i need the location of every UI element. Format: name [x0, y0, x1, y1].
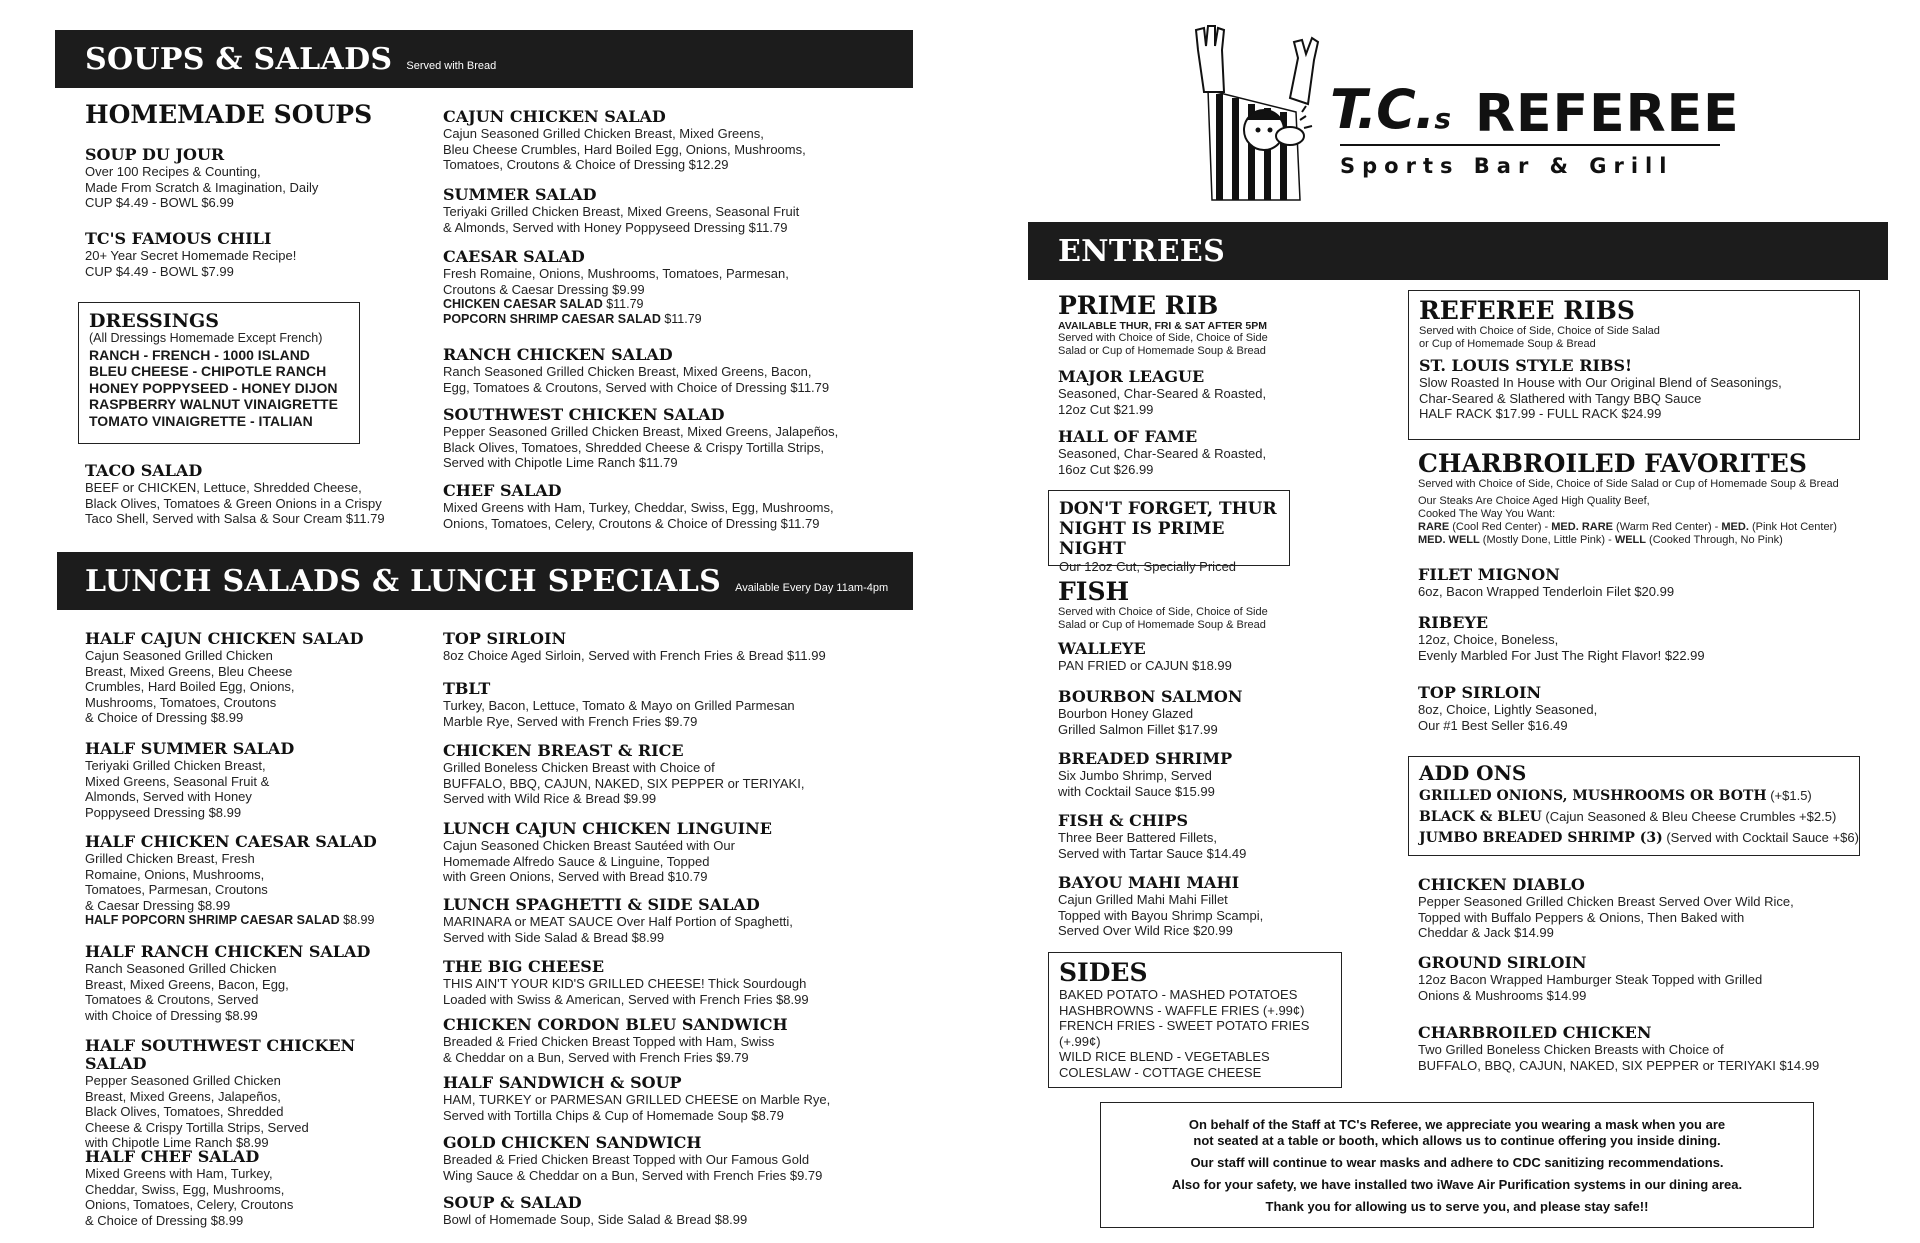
menu-item-cajun-chicken-salad — [443, 108, 893, 173]
item-desc: Breaded & Fried Chicken Breast Topped with Ham, Swiss & Cheddar on a Bun, Served with French Fries $9.79 — [443, 1034, 775, 1065]
item-name: TACO SALAD — [85, 461, 203, 480]
item-name: HALF RANCH CHICKEN SALAD — [85, 942, 371, 961]
item-name: SOUP & SALAD — [443, 1193, 582, 1212]
menu-item-prime-rib — [1058, 292, 1388, 358]
menu-item-half-caesar — [85, 833, 405, 928]
entrees-header — [1028, 222, 1888, 280]
add-on-line — [1419, 785, 1859, 806]
menu-item-half-summer — [85, 740, 385, 820]
item-desc: Over 100 Recipes & Counting, Made From Scratch & Imagination, Daily CUP $4.49 - BOWL $6.99 — [85, 164, 319, 210]
prime-night-desc: Our 12oz Cut, Specially Priced — [1059, 559, 1237, 574]
menu-item-ground-sirloin — [1418, 954, 1878, 1003]
item-name: FISH & CHIPS — [1058, 811, 1189, 830]
menu-item-half-chef — [85, 1148, 385, 1228]
item-name: HALF SUMMER SALAD — [85, 739, 295, 758]
item-desc: 12oz, Choice, Boneless, Evenly Marbled For Just The Right Flavor! $22.99 — [1418, 632, 1705, 663]
charbroiled-title: CHARBROILED FAVORITES — [1418, 449, 1807, 478]
item-name: PRIME RIB — [1058, 291, 1219, 320]
item-name: TC'S FAMOUS CHILI — [85, 229, 272, 248]
add-ons-title: ADD ONS — [1419, 761, 1527, 785]
item-desc: Cajun Seasoned Grilled Chicken Breast, Mixed Greens, Bleu Cheese Crumbles, Hard Boiled Egg, Onions, Mushrooms, Tomatoes, Croutons & Choice of Dressing $8.99 — [85, 648, 295, 725]
doneness-med-desc: (Pink Hot Center) — [1748, 521, 1837, 533]
doneness-med-rare: MED. RARE — [1551, 521, 1613, 533]
menu-item-chicken-rice — [443, 742, 903, 807]
item-desc: Teriyaki Grilled Chicken Breast, Mixed Greens, Seasonal Fruit & Almonds, Served with Honey Poppyseed Dressing $11.79 — [443, 204, 800, 235]
notice-line: On behalf of the Staff at TC's Referee, we appreciate you wearing a mask when you are — [1188, 1117, 1726, 1132]
prime-night-line2: NIGHT IS PRIME NIGHT — [1059, 519, 1225, 559]
menu-item-gold-chicken — [443, 1134, 903, 1183]
referee-mascot-icon — [1190, 20, 1340, 210]
item-desc: Teriyaki Grilled Chicken Breast, Mixed Greens, Seasonal Fruit & Almonds, Served with Honey Poppyseed Dressing $8.99 — [85, 758, 270, 820]
lunch-header — [57, 552, 913, 610]
sides-box — [1048, 952, 1342, 1088]
side-line: COLESLAW - COTTAGE CHEESE — [1059, 1064, 1262, 1080]
extra-price: $11.79 — [602, 297, 644, 311]
menu-item-lunch-top-sirloin — [443, 630, 903, 664]
notice-line: Thank you for allowing us to serve you, and please stay safe!! — [1265, 1199, 1649, 1214]
sides-title: SIDES — [1059, 958, 1148, 987]
add-on-name: GRILLED ONIONS, MUSHROOMS OR BOTH — [1419, 788, 1767, 804]
menu-item-spaghetti — [443, 896, 903, 945]
logo-brand-s: s — [1434, 102, 1450, 135]
item-name: CHICKEN CORDON BLEU SANDWICH — [443, 1015, 788, 1034]
logo-divider — [1340, 144, 1720, 146]
dressing-line: BLEU CHEESE - CHIPOTLE RANCH — [89, 363, 327, 379]
item-name: HALF CHICKEN CAESAR SALAD — [85, 832, 377, 851]
item-name: BOURBON SALMON — [1058, 687, 1243, 706]
menu-item-caesar-salad — [443, 248, 893, 327]
menu-item-bayou — [1058, 874, 1388, 939]
item-desc: Grilled Boneless Chicken Breast with Choice of BUFFALO, BBQ, CAJUN, NAKED, SIX PEPPER or TERIYAKI, Served with Wild Rice & Bread $9.99 — [443, 760, 805, 806]
item-name: LUNCH SPAGHETTI & SIDE SALAD — [443, 895, 760, 914]
item-name: SOUTHWEST CHICKEN SALAD — [443, 405, 725, 424]
extra-label: CHICKEN CAESAR SALAD — [443, 297, 603, 311]
soups-salads-header — [55, 30, 913, 88]
doneness-rare-desc: (Cool Red Center) - — [1449, 521, 1552, 533]
menu-item-soup-salad — [443, 1194, 903, 1228]
menu-item-hall-of-fame — [1058, 428, 1388, 477]
menu-item-breaded-shrimp — [1058, 750, 1388, 799]
referee-ribs-title: REFEREE RIBS — [1419, 296, 1635, 325]
item-desc: Bowl of Homemade Soup, Side Salad & Bread $8.99 — [443, 1212, 748, 1227]
menu-item-half-ranch — [85, 943, 385, 1023]
dressing-line: TOMATO VINAIGRETTE - ITALIAN — [89, 412, 313, 429]
item-desc: Three Beer Battered Fillets, Served with Tartar Sauce $14.49 — [1058, 830, 1247, 861]
item-name: CAJUN CHICKEN SALAD — [443, 107, 666, 126]
menu-item-chili — [85, 230, 415, 279]
safety-notice — [1100, 1102, 1814, 1228]
entrees-title: ENTREES — [1058, 234, 1226, 269]
charbroiled-steaks: Our Steaks Are Choice Aged High Quality Beef, Cooked The Way You Want: — [1418, 495, 1650, 520]
st-louis-title: ST. LOUIS STYLE RIBS! — [1419, 356, 1633, 375]
caesar-extra — [443, 297, 893, 312]
item-desc: Served with Choice of Side, Choice of Side Salad or Cup of Homemade Soup & Bread — [1058, 332, 1268, 357]
extra-price: $8.99 — [339, 913, 375, 927]
menu-item-charbroiled-chicken — [1418, 1024, 1878, 1073]
dressing-line: RANCH - FRENCH - 1000 ISLAND — [89, 346, 310, 363]
side-line: BAKED POTATO - MASHED POTATOES — [1059, 987, 1298, 1002]
add-on-name: JUMBO BREADED SHRIMP (3) — [1419, 830, 1663, 846]
item-name: CHICKEN DIABLO — [1418, 875, 1585, 894]
item-desc: HAM, TURKEY or PARMESAN GRILLED CHEESE on Marble Rye, Served with Tortilla Chips & Cup of Homemade Soup $8.79 — [443, 1092, 831, 1123]
item-desc: 8oz Choice Aged Sirloin, Served with French Fries & Bread $11.99 — [443, 648, 826, 663]
item-name: BREADED SHRIMP — [1058, 749, 1233, 768]
dressing-line: HONEY POPPYSEED - HONEY DIJON — [89, 379, 338, 396]
doneness-med-well-desc: (Mostly Done, Little Pink) - — [1479, 534, 1615, 546]
menu-item-ranch-chicken-salad — [443, 346, 893, 395]
item-desc: Fresh Romaine, Onions, Mushrooms, Tomatoes, Parmesan, Croutons & Caesar Dressing $9.99 — [443, 266, 789, 297]
item-name: THE BIG CHEESE — [443, 957, 605, 976]
logo-tagline: Sports Bar & Grill — [1340, 154, 1674, 178]
logo-brand-tc: T.C. — [1330, 78, 1435, 141]
item-name: WALLEYE — [1058, 639, 1146, 658]
item-name: CAESAR SALAD — [443, 247, 585, 266]
item-desc: Served with Choice of Side, Choice of Side Salad or Cup of Homemade Soup & Bread — [1058, 606, 1268, 631]
menu-item-tblt — [443, 680, 903, 729]
item-desc: Pepper Seasoned Grilled Chicken Breast, Mixed Greens, Jalapeños, Black Olives, Tomatoes, Shredded Cheese & Crispy Tortilla Strips, Served with Chipotle Lime Ranch $11.79 — [443, 424, 839, 470]
st-louis-desc: Slow Roasted In House with Our Original Blend of Seasonings, Char-Seared & Slathered with Tangy BBQ Sauce HALF RACK $17.99 - FULL RACK $24.99 — [1419, 375, 1782, 421]
add-on-line — [1419, 806, 1859, 827]
menu-item-filet — [1418, 566, 1858, 600]
side-line: WILD RICE BLEND - VEGETABLES — [1059, 1049, 1270, 1064]
menu-item-half-cajun — [85, 630, 385, 726]
item-desc: Two Grilled Boneless Chicken Breasts with Choice of BUFFALO, BBQ, CAJUN, NAKED, SIX PEPPER or TERIYAKI $14.99 — [1418, 1042, 1820, 1073]
item-desc: Mixed Greens with Ham, Turkey, Cheddar, Swiss, Egg, Mushrooms, Onions, Tomatoes, Celery, Croutons & Choice of Dressing $8.99 — [85, 1166, 294, 1228]
item-desc: Seasoned, Char-Seared & Roasted, 12oz Cut $21.99 — [1058, 386, 1267, 417]
item-desc: 8oz, Choice, Lightly Seasoned, Our #1 Best Seller $16.49 — [1418, 702, 1598, 733]
side-line: HASHBROWNS - WAFFLE FRIES (+.99¢) — [1059, 1002, 1305, 1018]
menu-item-southwest-chicken-salad — [443, 406, 903, 471]
extra-price: $11.79 — [660, 312, 702, 326]
menu-item-bourbon-salmon — [1058, 688, 1388, 737]
menu-item-major-league — [1058, 368, 1388, 417]
item-name: CHARBROILED CHICKEN — [1418, 1023, 1652, 1042]
item-name: SOUP DU JOUR — [85, 145, 225, 164]
prime-night-box — [1048, 490, 1290, 574]
menu-item-cordon-bleu — [443, 1016, 903, 1065]
notice-line: Also for your safety, we have installed two iWave Air Purification systems in our dining area. — [1171, 1177, 1743, 1192]
menu-item-half-southwest — [85, 1037, 405, 1151]
item-name: CHICKEN BREAST & RICE — [443, 741, 684, 760]
logo-brand — [1330, 78, 1450, 141]
item-name: LUNCH CAJUN CHICKEN LINGUINE — [443, 819, 772, 838]
item-name: TOP SIRLOIN — [443, 629, 567, 648]
dressings-box — [78, 302, 360, 444]
item-desc: MARINARA or MEAT SAUCE Over Half Portion of Spaghetti, Served with Side Salad & Bread $8.99 — [443, 914, 793, 945]
menu-item-taco-salad — [85, 462, 425, 527]
item-name: RIBEYE — [1418, 613, 1489, 632]
notice-line: Our staff will continue to wear masks and adhere to CDC sanitizing recommendations. — [1190, 1155, 1724, 1170]
item-name: FISH — [1058, 577, 1130, 606]
doneness-med: MED. — [1721, 521, 1749, 533]
item-desc: Turkey, Bacon, Lettuce, Tomato & Mayo on Grilled Parmesan Marble Rye, Served with French Fries $9.79 — [443, 698, 795, 729]
item-name: RANCH CHICKEN SALAD — [443, 345, 673, 364]
item-desc: 12oz Bacon Wrapped Hamburger Steak Topped with Grilled Onions & Mushrooms $14.99 — [1418, 972, 1763, 1003]
menu-item-fish-chips — [1058, 812, 1388, 861]
item-desc: THIS AIN'T YOUR KID'S GRILLED CHEESE! Thick Sourdough Loaded with Swiss & American, Served with French Fries $8.99 — [443, 976, 809, 1007]
doneness-med-rare-desc: (Warm Red Center) - — [1613, 521, 1722, 533]
menu-item-linguine — [443, 820, 903, 885]
add-ons-box — [1408, 756, 1860, 856]
item-name: HALF SOUTHWEST CHICKEN SALAD — [85, 1036, 356, 1073]
lunch-subtitle: Available Every Day 11am-4pm — [735, 582, 889, 594]
add-on-name: BLACK & BLEU — [1419, 809, 1542, 825]
side-line: FRENCH FRIES - SWEET POTATO FRIES (+.99¢) — [1059, 1018, 1310, 1049]
soups-salads-title: SOUPS & SALADS — [85, 42, 393, 77]
referee-ribs-box — [1408, 290, 1860, 440]
item-name: MAJOR LEAGUE — [1058, 367, 1205, 386]
menu-item-walleye — [1058, 640, 1388, 674]
menu-item-fish — [1058, 578, 1388, 632]
dressing-line: RASPBERRY WALNUT VINAIGRETTE — [89, 396, 338, 412]
doneness-med-well: MED. WELL — [1418, 534, 1480, 546]
item-name: BAYOU MAHI MAHI — [1058, 873, 1240, 892]
item-name: HALF CAJUN CHICKEN SALAD — [85, 629, 364, 648]
menu-item-ribeye — [1418, 614, 1858, 663]
doneness-line-1 — [1418, 521, 1878, 534]
item-desc: Bourbon Honey Glazed Grilled Salmon Fillet $17.99 — [1058, 706, 1218, 737]
soups-salads-subtitle: Served with Bread — [406, 60, 497, 72]
item-desc: Pepper Seasoned Grilled Chicken Breast, Mixed Greens, Jalapeños, Black Olives, Tomatoes, Shredded Cheese & Crispy Tortilla Strips, Served with Chipotle Lime Ranch $8.99 — [85, 1073, 309, 1150]
menu-item-half-sandwich — [443, 1074, 903, 1123]
logo-name: REFEREE — [1475, 84, 1740, 144]
doneness-line-2 — [1418, 534, 1878, 547]
menu-item-entree-top-sirloin — [1418, 684, 1858, 733]
lunch-title: LUNCH SALADS & LUNCH SPECIALS — [85, 564, 722, 599]
item-name: TOP SIRLOIN — [1418, 683, 1542, 702]
item-desc: Cajun Grilled Mahi Mahi Fillet Topped with Bayou Shrimp Scampi, Served Over Wild Rice $20.99 — [1058, 892, 1264, 938]
item-desc: Seasoned, Char-Seared & Roasted, 16oz Cut $26.99 — [1058, 446, 1267, 477]
item-name: HALF CHEF SALAD — [85, 1147, 260, 1166]
item-desc: Six Jumbo Shrimp, Served with Cocktail Sauce $15.99 — [1058, 768, 1215, 799]
doneness-rare: RARE — [1418, 521, 1450, 533]
dressings-title: DRESSINGS — [89, 310, 219, 332]
item-name: TBLT — [443, 679, 491, 698]
extra-label: HALF POPCORN SHRIMP CAESAR SALAD — [85, 913, 340, 927]
item-desc: Cajun Seasoned Grilled Chicken Breast, Mixed Greens, Bleu Cheese Crumbles, Hard Boiled Egg, Onions, Mushrooms, Tomatoes, Croutons & Choice of Dressing $12.29 — [443, 126, 806, 172]
item-desc: Ranch Seasoned Grilled Chicken Breast, Mixed Greens, Bacon, Egg, Tomatoes & Croutons, Served with Choice of Dressing $8.99 — [85, 961, 289, 1023]
referee-logo — [1190, 20, 1740, 210]
doneness-well: WELL — [1614, 534, 1646, 546]
item-desc: 6oz, Bacon Wrapped Tenderloin Filet $20.99 — [1418, 584, 1675, 599]
item-name: SUMMER SALAD — [443, 185, 597, 204]
half-caesar-extra — [85, 913, 405, 928]
item-name: FILET MIGNON — [1418, 565, 1560, 584]
item-desc: 20+ Year Secret Homemade Recipe! CUP $4.49 - BOWL $7.99 — [85, 248, 297, 279]
item-name: HALL OF FAME — [1058, 427, 1198, 446]
item-desc: PAN FRIED or CAJUN $18.99 — [1058, 658, 1232, 673]
menu-item-chef-salad — [443, 482, 893, 531]
item-name: HALF SANDWICH & SOUP — [443, 1073, 682, 1092]
add-on-price: (+$1.5) — [1766, 788, 1812, 803]
charbroiled-desc: Served with Choice of Side, Choice of Side Salad or Cup of Homemade Soup & Bread — [1418, 478, 1839, 490]
item-desc: Breaded & Fried Chicken Breast Topped with Our Famous Gold Wing Sauce & Cheddar on a Bun, Served with French Fries $9.79 — [443, 1152, 823, 1183]
caesar-extra — [443, 312, 893, 327]
prime-night-line1: DON'T FORGET, THUR — [1059, 499, 1277, 519]
doneness-well-desc: (Cooked Through, No Pink) — [1645, 534, 1783, 546]
menu-item-big-cheese — [443, 958, 903, 1007]
menu-item-chicken-diablo — [1418, 876, 1878, 941]
prime-rib-availability: AVAILABLE THUR, FRI & SAT AFTER 5PM — [1058, 320, 1268, 332]
item-desc: Mixed Greens with Ham, Turkey, Cheddar, Swiss, Egg, Mushrooms, Onions, Tomatoes, Celery, Croutons & Choice of Dressing $11.79 — [443, 500, 834, 531]
item-desc: Ranch Seasoned Grilled Chicken Breast, Mixed Greens, Bacon, Egg, Tomatoes & Croutons, Served with Choice of Dressing $11.79 — [443, 364, 830, 395]
item-desc: BEEF or CHICKEN, Lettuce, Shredded Cheese, Black Olives, Tomatoes & Green Onions in a Crispy Taco Shell, Served with Salsa & Sour Cream $11.79 — [85, 480, 385, 526]
add-on-line — [1419, 827, 1859, 848]
item-desc: Grilled Chicken Breast, Fresh Romaine, Onions, Mushrooms, Tomatoes, Parmesan, Croutons & Caesar Dressing $8.99 — [85, 851, 268, 913]
add-on-price: (Served with Cocktail Sauce +$6) — [1662, 830, 1859, 845]
dressings-note: (All Dressings Homemade Except French) — [89, 331, 323, 345]
menu-item-soup-du-jour — [85, 146, 415, 211]
item-desc: Cajun Seasoned Chicken Breast Sautéed with Our Homemade Alfredo Sauce & Linguine, Topped with Green Onions, Served with Bread $10.79 — [443, 838, 735, 884]
notice-line: not seated at a table or booth, which allows us to continue offering you inside dining. — [1193, 1133, 1721, 1148]
menu-item-summer-salad — [443, 186, 893, 235]
item-name: GOLD CHICKEN SANDWICH — [443, 1133, 702, 1152]
item-desc: Pepper Seasoned Grilled Chicken Breast Served Over Wild Rice, Topped with Buffalo Peppers & Onions, Then Baked with Cheddar & Jack $14.99 — [1418, 894, 1794, 940]
referee-ribs-desc: Served with Choice of Side, Choice of Side Salad or Cup of Homemade Soup & Bread — [1419, 325, 1660, 350]
charbroiled-favorites — [1418, 450, 1878, 547]
homemade-soups-heading: HOMEMADE SOUPS — [85, 100, 373, 129]
add-on-price: (Cajun Seasoned & Bleu Cheese Crumbles +$2.5) — [1541, 809, 1837, 824]
item-name: CHEF SALAD — [443, 481, 562, 500]
item-name: GROUND SIRLOIN — [1418, 953, 1587, 972]
extra-label: POPCORN SHRIMP CAESAR SALAD — [443, 312, 661, 326]
